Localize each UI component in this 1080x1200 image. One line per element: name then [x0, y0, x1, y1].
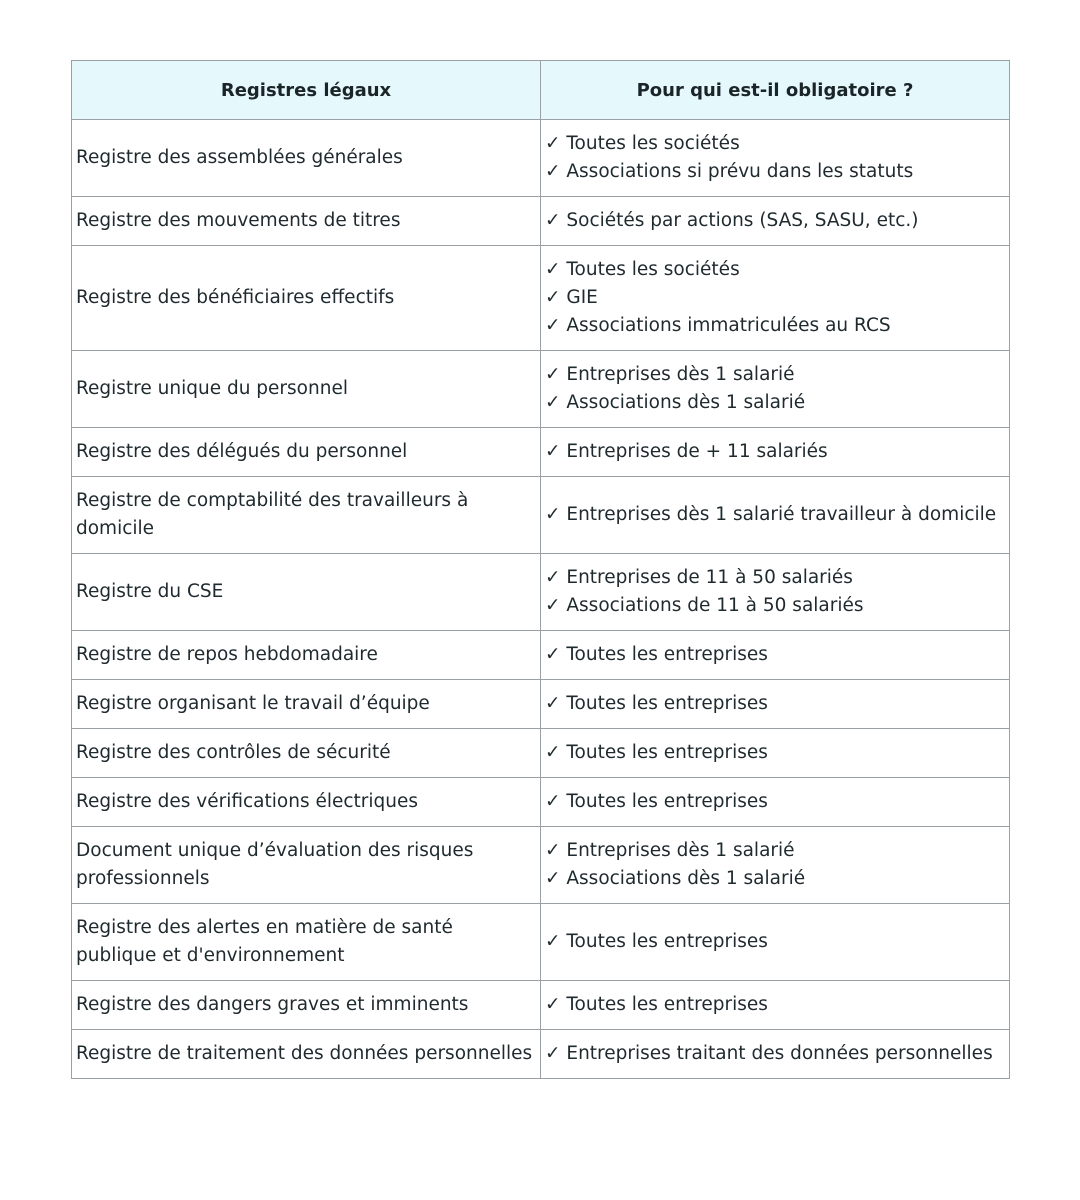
obligation-cell [541, 197, 1010, 246]
obligation-item: ✓ Toutes les entreprises [545, 693, 768, 714]
obligation-item: ✓ Toutes les sociétés [545, 259, 740, 280]
obligation-cell [541, 981, 1010, 1030]
obligation-item: ✓ Associations immatriculées au RCS [545, 315, 891, 336]
obligation-cell [541, 1030, 1010, 1079]
table-row [72, 680, 1010, 729]
header-registres-legaux: Registres légaux [72, 61, 541, 120]
obligation-item: ✓ Associations si prévu dans les statuts [545, 161, 914, 182]
obligation-cell [541, 554, 1010, 631]
obligation-item: ✓ Toutes les entreprises [545, 791, 768, 812]
obligation-cell [541, 120, 1010, 197]
register-name-cell: Registre des délégués du personnel [72, 428, 541, 477]
obligation-item: ✓ Toutes les entreprises [545, 644, 768, 665]
table-row [72, 120, 1010, 197]
header-pour-qui-obligatoire: Pour qui est-il obligatoire ? [541, 61, 1010, 120]
table-row [72, 904, 1010, 981]
table-row [72, 197, 1010, 246]
obligation-cell [541, 351, 1010, 428]
obligation-item: ✓ Toutes les sociétés [545, 133, 740, 154]
table-row [72, 827, 1010, 904]
register-name-cell: Registre des dangers graves et imminents [72, 981, 541, 1030]
obligation-cell [541, 246, 1010, 351]
obligation-item: ✓ Entreprises de + 11 salariés [545, 441, 828, 462]
table-body [72, 120, 1010, 1079]
table-row [72, 554, 1010, 631]
obligation-cell [541, 631, 1010, 680]
obligation-item: ✓ Toutes les entreprises [545, 742, 768, 763]
obligation-cell [541, 729, 1010, 778]
obligation-item: ✓ Associations dès 1 salarié [545, 868, 806, 889]
obligation-item: ✓ Toutes les entreprises [545, 931, 768, 952]
register-name-cell: Registre du CSE [72, 554, 541, 631]
register-name-cell: Registre de repos hebdomadaire [72, 631, 541, 680]
table-row [72, 428, 1010, 477]
obligation-item: ✓ Associations dès 1 salarié [545, 392, 806, 413]
register-name-cell: Registre de comptabilité des travailleurs à domicile [72, 477, 541, 554]
register-name-cell: Registre des mouvements de titres [72, 197, 541, 246]
obligation-item: ✓ Toutes les entreprises [545, 994, 768, 1015]
obligation-item: ✓ Entreprises dès 1 salarié travailleur à domicile [545, 504, 997, 525]
obligation-cell [541, 904, 1010, 981]
obligation-item: ✓ Sociétés par actions (SAS, SASU, etc.) [545, 210, 919, 231]
table-row [72, 351, 1010, 428]
table-row [72, 1030, 1010, 1079]
obligation-item: ✓ Associations de 11 à 50 salariés [545, 595, 864, 616]
obligation-item: ✓ Entreprises de 11 à 50 salariés [545, 567, 853, 588]
register-name-cell: Document unique d’évaluation des risques professionnels [72, 827, 541, 904]
table-row [72, 778, 1010, 827]
obligation-cell [541, 778, 1010, 827]
register-name-cell: Registre unique du personnel [72, 351, 541, 428]
obligation-item: ✓ GIE [545, 287, 598, 308]
obligation-cell [541, 827, 1010, 904]
obligation-cell [541, 680, 1010, 729]
obligation-cell [541, 477, 1010, 554]
registers-table [71, 60, 1010, 1079]
table-row [72, 246, 1010, 351]
obligation-item: ✓ Entreprises dès 1 salarié [545, 364, 795, 385]
table-row [72, 729, 1010, 778]
register-name-cell: Registre des assemblées générales [72, 120, 541, 197]
obligation-cell [541, 428, 1010, 477]
table-row [72, 477, 1010, 554]
register-name-cell: Registre de traitement des données personnelles [72, 1030, 541, 1079]
header-row [72, 61, 1010, 120]
register-name-cell: Registre des vérifications électriques [72, 778, 541, 827]
table-row [72, 981, 1010, 1030]
register-name-cell: Registre organisant le travail d’équipe [72, 680, 541, 729]
table-header [72, 61, 1010, 120]
obligation-item: ✓ Entreprises dès 1 salarié [545, 840, 795, 861]
obligation-item: ✓ Entreprises traitant des données personnelles [545, 1043, 993, 1064]
register-name-cell: Registre des alertes en matière de santé publique et d'environnement [72, 904, 541, 981]
register-name-cell: Registre des bénéficiaires effectifs [72, 246, 541, 351]
table-row [72, 631, 1010, 680]
register-name-cell: Registre des contrôles de sécurité [72, 729, 541, 778]
